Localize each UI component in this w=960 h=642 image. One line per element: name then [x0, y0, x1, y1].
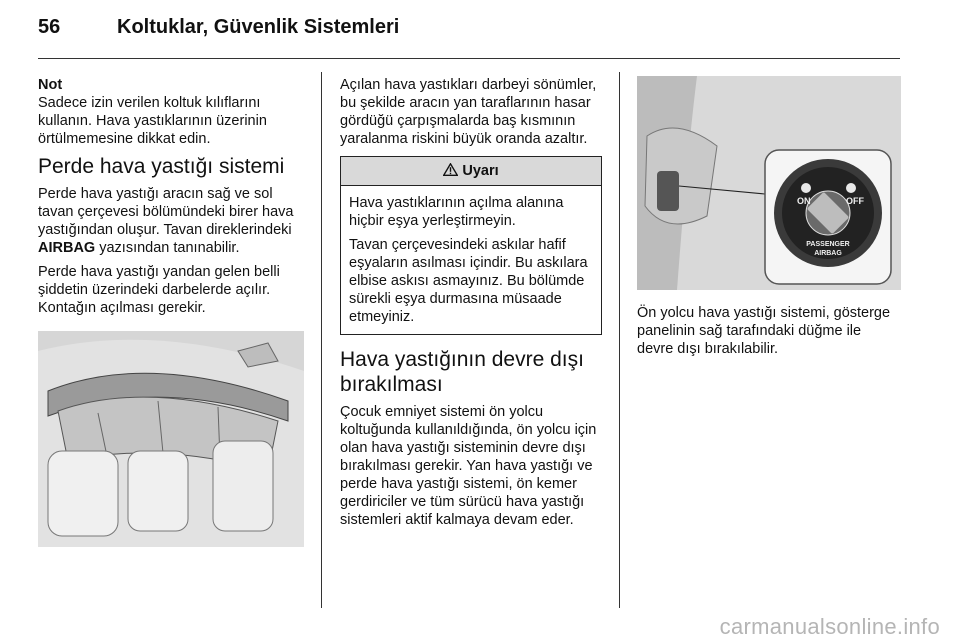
- warning-title: Uyarı: [462, 163, 499, 179]
- curtain-airbag-paragraph-1: Perde hava yastığı aracın sağ ve sol tavan çerçevesi bölümündeki birer hava yastığından oluşur. Tavan direklerindeki AIRBAG yazısından tanınabilir.: [38, 186, 294, 256]
- warning-paragraph-2: Tavan çerçevesindeki askılar hafif eşyaların asılması içindir. Bu askılara elbise askısı asmayınız. Bu bölümde sürekli eşya durmasına müsaade etmeyiniz.: [349, 237, 588, 325]
- page-number: 56: [38, 16, 61, 38]
- airbag-label: AIRBAG: [38, 240, 96, 256]
- switch-label-on: ON: [797, 196, 811, 206]
- airbag-switch-illustration: [637, 76, 901, 290]
- warning-paragraph-1: Hava yastıklarının açılma alanına hiçbir eşya yerleştirmeyin.: [349, 195, 564, 229]
- column-divider-1: [321, 72, 322, 608]
- warning-triangle-icon: [443, 163, 462, 179]
- switch-caption-line-1: PASSENGER: [806, 241, 850, 248]
- section-heading-airbag-deactivation: Hava yastığının devre dışı bırakılması: [340, 348, 584, 396]
- deactivation-paragraph: Çocuk emniyet sistemi ön yolcu koltuğunda kullanıldığında, ön yolcu için olan hava yastığı sisteminin devre dışı bırakılması gerekir. Yan hava yastığı ve perde hava yastığı sistemi, ön kemer gerdiriciler ve tüm sürücü hava yastığı sistemleri aktif kalmaya devam eder.: [340, 404, 597, 528]
- curtain-airbag-illustration: [38, 331, 304, 547]
- warning-box: [340, 156, 602, 335]
- column-2: [340, 76, 602, 535]
- switch-label-off: OFF: [846, 196, 864, 206]
- note-label: Not: [38, 77, 63, 93]
- header-rule: [38, 58, 900, 59]
- column-3: [637, 76, 901, 364]
- watermark: carmanualsonline.info: [719, 614, 940, 639]
- deployment-paragraph: Açılan hava yastıkları darbeyi sönümler, bu şekilde aracın yan taraflarının hasar gördüğü çarpışmalarda baş kısmının yaralanma riskini büyük oranda azaltır.: [340, 77, 597, 147]
- switch-caption-line-2: AIRBAG: [814, 250, 842, 257]
- page-title: Koltuklar, Güvenlik Sistemleri: [117, 16, 400, 38]
- column-1: [38, 76, 304, 547]
- section-heading-curtain-airbag: Perde hava yastığı sistemi: [38, 155, 285, 178]
- curtain-airbag-paragraph-2: Perde hava yastığı yandan gelen belli şiddetin üzerindeki darbelerde açılır. Kontağın açılması gerekir.: [38, 264, 280, 316]
- column-divider-2: [619, 72, 620, 608]
- note-text: Sadece izin verilen koltuk kılıflarını kullanın. Hava yastıklarının üzerinin örtülmemesine dikkat edin.: [38, 95, 267, 147]
- switch-paragraph: Ön yolcu hava yastığı sistemi, gösterge panelinin sağ tarafındaki düğme ile devre dışı bırakılabilir.: [637, 305, 891, 357]
- warning-header: [341, 157, 601, 186]
